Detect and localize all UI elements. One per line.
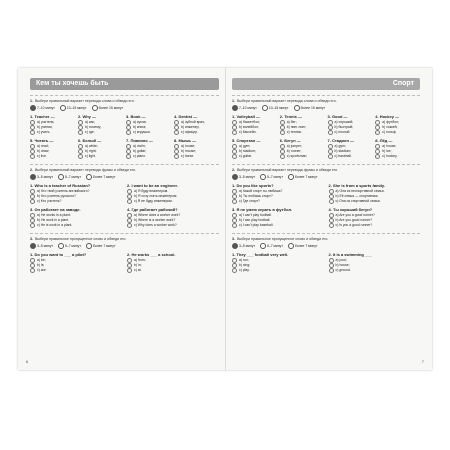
answer-circle-icon: [126, 130, 131, 135]
answer-text: c) учить.: [37, 130, 51, 134]
answer-text: a) бег;: [286, 120, 297, 124]
answer-text: c) I can't play baseball.: [239, 223, 274, 227]
exercise-item: [127, 207, 219, 228]
answer-text: a) футбол;: [382, 120, 399, 124]
answer-text: b) Я хочу стать инженером.: [134, 194, 178, 198]
answer-text: b) sing;: [239, 263, 251, 267]
answer-option[interactable]: [232, 223, 324, 228]
timer-circle-icon: [288, 243, 294, 249]
answer-text: a) pool;: [335, 258, 347, 262]
timer-circle-icon: [86, 174, 92, 180]
instruction-text: Выбери правильный вариант перевода фразы и обведи его.: [35, 168, 137, 172]
answer-text: a) учитель;: [37, 120, 55, 124]
gap-items: [30, 252, 219, 273]
time-option[interactable]: [260, 243, 283, 249]
answer-text: a) He works in a plant.: [37, 213, 71, 217]
answer-text: b) stadium;: [334, 149, 352, 153]
exercise-item: [174, 114, 219, 135]
answer-circle-icon: [232, 268, 237, 273]
answer-option[interactable]: [127, 268, 219, 273]
ex-number: 3.: [232, 237, 235, 241]
answer-text: c) игрушка.: [133, 130, 151, 134]
answer-text: c) baseball.: [334, 154, 352, 158]
answer-option[interactable]: [127, 223, 219, 228]
answer-text: a) Она из неспортивной семьи.: [335, 189, 385, 193]
time-label: 3–5 минут: [239, 175, 255, 179]
time-label: более 7 минут: [294, 175, 318, 179]
exercise-item: [30, 114, 75, 135]
answer-text: c) бассейн.: [239, 130, 257, 134]
answer-circle-icon: [280, 130, 285, 135]
answer-text: a) зубной врач;: [181, 120, 205, 124]
answer-circle-icon: [127, 268, 132, 273]
answer-text: c) at.: [134, 268, 142, 272]
answer-text: c) guitar.: [239, 154, 253, 158]
time-option[interactable]: [232, 174, 255, 180]
answer-circle-icon: [280, 154, 285, 159]
answer-circle-icon: [126, 154, 131, 159]
timer-circle-icon: [232, 174, 238, 180]
exercise-item: [232, 138, 277, 159]
instruction-text: Выбери правильный вариант перевода слова и обведи его.: [237, 99, 337, 103]
item-prompt: 2. He works ___ a school.: [127, 252, 176, 257]
item-prompt: 4. Hockey —: [375, 114, 400, 119]
answer-text: a) read;: [37, 144, 49, 148]
time-option[interactable]: [86, 243, 116, 249]
answer-text: c) гольф.: [382, 130, 397, 134]
answer-circle-icon: [174, 130, 179, 135]
right-ex1-instruction: [232, 99, 420, 103]
time-label: более 7 минут: [294, 244, 318, 248]
answer-circle-icon: [127, 223, 132, 228]
answer-text: b) ученик;: [37, 125, 53, 129]
exercise-item: [232, 114, 277, 135]
answer-text: a) white;: [85, 144, 98, 148]
page-number: 6: [26, 359, 29, 364]
answer-option[interactable]: [78, 154, 123, 159]
phrase-items: [30, 183, 219, 228]
answer-text: b) пинг-понг;: [286, 125, 307, 129]
answer-circle-icon: [127, 199, 132, 204]
timer-circle-icon: [30, 105, 36, 111]
timer-circle-icon: [60, 105, 66, 111]
answer-text: c) sportsman.: [286, 154, 308, 158]
answer-circle-icon: [232, 130, 237, 135]
phrase-items: [232, 183, 420, 228]
answer-circle-icon: [174, 154, 179, 159]
answer-text: b) Where is a worker work?: [134, 218, 176, 222]
answer-text: a) Какой спорт ты любишь?: [239, 189, 283, 193]
time-option[interactable]: [262, 105, 289, 111]
answer-option[interactable]: [30, 199, 122, 204]
answer-text: b) draw;: [37, 149, 50, 153]
timer-circle-icon: [260, 174, 266, 180]
answer-text: b) быстрый;: [334, 125, 354, 129]
answer-option[interactable]: [328, 130, 373, 135]
item-prompt: 2. I want to be an engineer.: [127, 183, 178, 188]
left-exercise-3: [30, 233, 219, 273]
answer-text: c) He is work in a plant.: [37, 223, 73, 227]
answer-option[interactable]: [30, 268, 122, 273]
answer-circle-icon: [329, 199, 334, 204]
answer-text: b) Ты любишь спорт?: [239, 194, 273, 198]
item-prompt: 4. Ты хороший бегун?: [328, 207, 373, 212]
time-option[interactable]: [92, 105, 124, 111]
time-label: 3–5 минут: [37, 244, 53, 248]
item-prompt: 3. Book —: [126, 114, 146, 119]
answer-text: c) офицер.: [181, 130, 198, 134]
timer-circle-icon: [262, 105, 268, 111]
answer-option[interactable]: [30, 130, 75, 135]
time-option[interactable]: [294, 105, 326, 111]
page-number: 7: [421, 359, 424, 364]
exercise-item: [329, 207, 421, 228]
time-option[interactable]: [30, 105, 55, 111]
answer-text: b) house;: [335, 263, 350, 267]
timer-circle-icon: [92, 105, 98, 111]
left-exercise-2: [30, 164, 219, 228]
answer-text: c) light.: [85, 154, 96, 158]
exercise-item: [280, 138, 325, 159]
time-options: [30, 243, 219, 249]
answer-text: b) in;: [134, 263, 142, 267]
answer-text: c) live.: [37, 154, 47, 158]
answer-text: b) Are you good runner?: [335, 218, 373, 222]
time-option[interactable]: [288, 243, 318, 249]
answer-option[interactable]: [174, 130, 219, 135]
time-label: более 15 минут: [300, 106, 326, 110]
answer-text: b) guitar;: [133, 149, 147, 153]
timer-circle-icon: [288, 174, 294, 180]
answer-text: a) кукла;: [133, 120, 147, 124]
item-prompt: 3. Я не умею играть в футбол.: [232, 207, 293, 212]
time-option[interactable]: [58, 174, 81, 180]
ex-number: 2.: [232, 168, 235, 172]
item-prompt: 3. Good —: [327, 114, 348, 119]
instruction-text: Выбери правильное пропущенное слово и обведи его.: [35, 237, 127, 241]
item-prompt: 2. It is a swimming ___: [328, 252, 372, 257]
time-label: 5–7 минут: [266, 175, 283, 179]
answer-option[interactable]: [126, 154, 171, 159]
answer-text: c) Я не буду инженером.: [134, 199, 173, 203]
answer-text: a) Are you a good runner?: [335, 213, 375, 217]
answer-circle-icon: [328, 130, 333, 135]
answer-text: c) are.: [37, 268, 47, 272]
time-option[interactable]: [288, 174, 318, 180]
word-items: [30, 114, 219, 159]
answer-circle-icon: [329, 268, 334, 273]
item-prompt: 8. Мышь —: [174, 138, 197, 143]
exercise-item: [127, 183, 219, 204]
item-prompt: 1. They ___ football very well.: [232, 252, 289, 257]
answer-text: c) Is you a good runner?: [335, 223, 373, 227]
answer-option[interactable]: [329, 223, 421, 228]
answer-text: c) Она из спортивной семьи.: [335, 199, 381, 203]
left-page-header: Кем ты хочешь быть: [30, 78, 219, 90]
item-prompt: 6. Белый —: [78, 138, 102, 143]
item-prompt: 3. Он работает на заводе.: [30, 207, 81, 212]
timer-circle-icon: [58, 174, 64, 180]
exercise-item: [78, 138, 123, 159]
time-option[interactable]: [232, 105, 257, 111]
instruction-text: Выбери правильный вариант перевода фразы и обведи его.: [237, 168, 339, 172]
instruction-text: Выбери правильный вариант перевода слова и обведи его.: [35, 99, 135, 103]
answer-option[interactable]: [232, 199, 324, 204]
answer-circle-icon: [78, 130, 83, 135]
workbook-spread: [18, 68, 432, 370]
answer-circle-icon: [328, 154, 333, 159]
time-option[interactable]: [86, 174, 116, 180]
item-prompt: 7. Пианино —: [126, 138, 153, 143]
answer-option[interactable]: [375, 130, 420, 135]
time-label: 3–5 минут: [239, 244, 255, 248]
answer-text: a) Я буду инженером.: [134, 189, 169, 193]
answer-circle-icon: [329, 223, 334, 228]
item-prompt: 2. Tennis —: [279, 114, 302, 119]
exercise-item: [375, 138, 420, 159]
item-prompt: 6. Бегун —: [279, 138, 301, 143]
answer-option[interactable]: [232, 268, 324, 273]
exercise-item: [30, 138, 75, 159]
answer-option[interactable]: [329, 268, 421, 273]
answer-text: a) from;: [134, 258, 146, 262]
answer-circle-icon: [30, 223, 35, 228]
item-prompt: 2. She is from a sports family.: [328, 183, 385, 188]
timer-circle-icon: [30, 243, 36, 249]
left-ex1-instruction: [30, 99, 219, 103]
exercise-item: [280, 114, 325, 135]
answer-text: a) house;: [181, 144, 196, 148]
answer-text: b) почему;: [85, 125, 102, 129]
answer-text: b) runner;: [286, 149, 302, 153]
answer-text: a) gym;: [334, 144, 346, 148]
exercise-item: [78, 114, 123, 135]
time-options: [232, 174, 420, 180]
time-options: [30, 174, 219, 180]
time-option[interactable]: [30, 174, 53, 180]
timer-circle-icon: [232, 243, 238, 249]
answer-option[interactable]: [78, 130, 123, 135]
left-ex3-instruction: [30, 237, 219, 241]
timer-circle-icon: [260, 243, 266, 249]
ex-number: 1.: [232, 99, 235, 103]
right-page: [225, 68, 432, 370]
answer-option[interactable]: [232, 154, 277, 159]
exercise-item: [232, 183, 324, 204]
time-label: 5–7 минут: [64, 244, 81, 248]
exercise-item: [329, 183, 421, 204]
right-exercise-3: [232, 233, 420, 273]
answer-text: b) I can play football.: [239, 218, 271, 222]
exercise-item: [232, 207, 324, 228]
answer-option[interactable]: [280, 130, 325, 135]
time-label: 5–7 минут: [64, 175, 81, 179]
time-label: 10–15 минут: [66, 106, 87, 110]
answer-text: a) хороший;: [334, 120, 354, 124]
time-label: более 7 минут: [92, 244, 116, 248]
answer-text: a) Where does a worker work?: [134, 213, 181, 217]
time-options: [232, 105, 420, 111]
answer-text: b) is;: [37, 263, 45, 267]
timer-circle-icon: [294, 105, 300, 111]
item-prompt: 7. Стадион —: [327, 138, 354, 143]
timer-circle-icon: [232, 105, 238, 111]
exercise-item: [126, 114, 171, 135]
right-exercise-1: [232, 95, 420, 159]
answer-text: a) be;: [37, 258, 46, 262]
answer-text: b) stadium;: [239, 149, 256, 153]
item-prompt: 1. Do you want to ___ a pilot?: [30, 252, 87, 257]
right-page-header: Спорт: [232, 78, 420, 90]
answer-text: a) gym;: [239, 144, 251, 148]
exercise-item: [174, 138, 219, 159]
answer-option[interactable]: [328, 154, 373, 159]
answer-text: b) Кто учитель русского?: [37, 194, 76, 198]
time-label: более 15 минут: [98, 106, 124, 110]
answer-text: a) run;: [239, 258, 249, 262]
exercise-item: [232, 252, 324, 273]
answer-option[interactable]: [329, 199, 421, 204]
answer-circle-icon: [30, 130, 35, 135]
exercise-item: [126, 138, 171, 159]
item-prompt: 8. Лёд —: [375, 138, 393, 143]
word-items: [232, 114, 420, 159]
answer-circle-icon: [375, 154, 380, 159]
item-prompt: 5. Спортзал —: [232, 138, 261, 143]
time-options: [232, 243, 420, 249]
item-prompt: 1. Do you like sports?: [232, 183, 274, 188]
answer-text: a) violin;: [133, 144, 146, 148]
item-prompt: 2. Why —: [78, 114, 97, 119]
time-option[interactable]: [58, 243, 81, 249]
answer-circle-icon: [78, 154, 83, 159]
answer-text: b) mouse;: [181, 149, 197, 153]
exercise-item: [30, 183, 122, 204]
left-exercise-1: [30, 95, 219, 159]
answer-circle-icon: [30, 199, 35, 204]
answer-option[interactable]: [30, 223, 122, 228]
item-prompt: 4. Dentist —: [174, 114, 198, 119]
answer-text: b) right;: [85, 149, 97, 153]
exercise-item: [127, 252, 219, 273]
answer-circle-icon: [232, 199, 237, 204]
item-prompt: 4. Где работает рабочий?: [127, 207, 178, 212]
time-label: более 7 минут: [92, 175, 116, 179]
time-label: 10–15 минут: [268, 106, 289, 110]
exercise-item: [30, 207, 122, 228]
answer-option[interactable]: [30, 154, 75, 159]
answer-text: c) Кто учитель?: [37, 199, 62, 203]
time-option[interactable]: [232, 243, 255, 249]
time-label: 5–7 минут: [266, 244, 283, 248]
answer-text: c) hockey.: [382, 154, 398, 158]
answer-text: a) как;: [85, 120, 95, 124]
right-exercise-2: [232, 164, 420, 228]
exercise-item: [328, 114, 373, 135]
instruction-text: Выбери правильное пропущенное слово и обведи его.: [237, 237, 329, 241]
answer-text: b) He work in a plant.: [37, 218, 70, 222]
exercise-item: [329, 252, 421, 273]
answer-text: c) Где спорт?: [239, 199, 260, 203]
answer-text: a) jumper;: [286, 144, 303, 148]
answer-option[interactable]: [375, 154, 420, 159]
answer-text: a) house;: [382, 144, 397, 148]
ex-number: 1.: [30, 99, 33, 103]
answer-text: a) Кто твой учитель английского?: [37, 189, 90, 193]
answer-text: a) I can't play football.: [239, 213, 272, 217]
answer-text: c) плохой.: [334, 130, 351, 134]
right-ex3-instruction: [232, 237, 420, 241]
ex-number: 2.: [30, 168, 33, 172]
left-page: [18, 68, 225, 370]
item-prompt: 1. Volleyball —: [232, 114, 260, 119]
timer-circle-icon: [86, 243, 92, 249]
ex-number: 3.: [30, 237, 33, 241]
answer-option[interactable]: [174, 154, 219, 159]
time-option[interactable]: [30, 243, 53, 249]
answer-circle-icon: [232, 154, 237, 159]
exercise-item: [375, 114, 420, 135]
answer-option[interactable]: [126, 130, 171, 135]
answer-circle-icon: [30, 268, 35, 273]
time-option[interactable]: [260, 174, 283, 180]
answer-text: b) волейбол;: [239, 125, 259, 129]
answer-text: b) Её семья — спортивная.: [335, 194, 379, 198]
answer-option[interactable]: [232, 130, 277, 135]
time-option[interactable]: [60, 105, 87, 111]
exercise-item: [328, 138, 373, 159]
answer-text: a) баскетбол;: [239, 120, 260, 124]
answer-text: c) piano.: [133, 154, 147, 158]
answer-option[interactable]: [127, 199, 219, 204]
right-ex2-instruction: [232, 168, 420, 172]
item-prompt: 1. Teacher —: [30, 114, 55, 119]
time-label: 3–5 минут: [37, 175, 53, 179]
exercise-item: [30, 252, 122, 273]
answer-text: c) horse.: [181, 154, 195, 158]
item-prompt: 1. Who is a teacher of Russian?: [30, 183, 91, 188]
answer-text: c) Why does a worker work?: [134, 223, 177, 227]
answer-circle-icon: [375, 130, 380, 135]
time-label: 7–10 минут: [239, 106, 257, 110]
gap-items: [232, 252, 420, 273]
timer-circle-icon: [30, 174, 36, 180]
time-options: [30, 105, 219, 111]
answer-circle-icon: [30, 154, 35, 159]
answer-text: c) ground.: [335, 268, 351, 272]
answer-text: c) где.: [85, 130, 95, 134]
item-prompt: 5. Читать —: [30, 138, 54, 143]
answer-text: b) инженер;: [181, 125, 200, 129]
answer-text: c) play.: [239, 268, 250, 272]
answer-text: b) книга;: [133, 125, 147, 129]
answer-text: c) теннис.: [286, 130, 303, 134]
answer-text: b) хоккей;: [382, 125, 398, 129]
answer-text: b) ice;: [382, 149, 392, 153]
answer-circle-icon: [232, 223, 237, 228]
time-label: 7–10 минут: [37, 106, 55, 110]
timer-circle-icon: [58, 243, 64, 249]
left-ex2-instruction: [30, 168, 219, 172]
answer-option[interactable]: [280, 154, 325, 159]
